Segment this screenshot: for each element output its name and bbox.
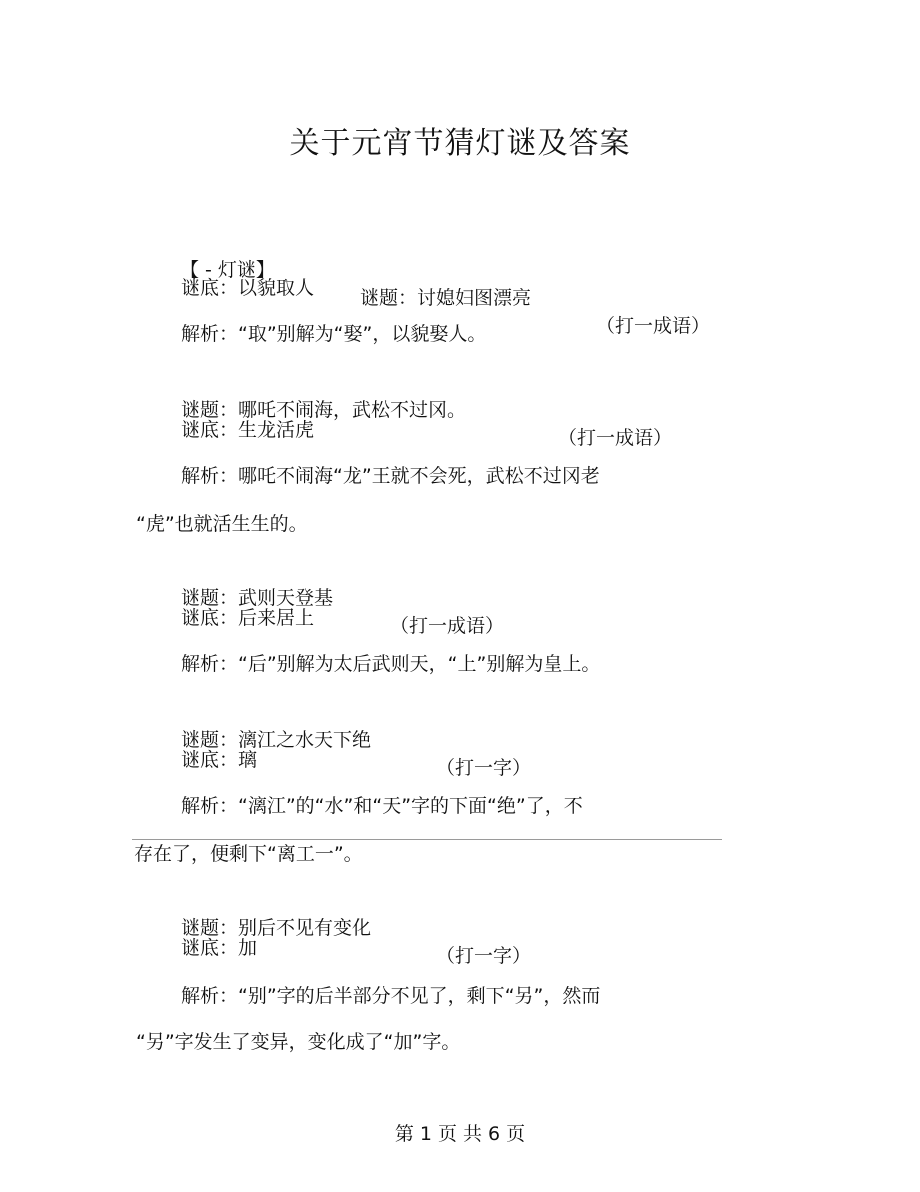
- riddle-explanation-continued: “另”字发生了变异，变化成了“加”字。: [136, 1031, 461, 1053]
- riddle-explanation: 解析：“别”字的后半部分不见了，剩下“另”，然而: [181, 985, 601, 1007]
- riddle-answer: 谜底：璃: [181, 749, 258, 771]
- riddle-explanation-continued: 存在了，便剩下“离工一”。: [134, 843, 363, 865]
- riddle-answer: 谜底：以貌取人: [181, 277, 315, 299]
- riddle-answer: 谜底：后来居上: [181, 607, 315, 629]
- riddle-explanation: 解析：哪吒不闹海“龙”王就不会死，武松不过冈老: [181, 465, 600, 487]
- riddle-hint: （打一成语）: [596, 315, 711, 337]
- riddle-question: 谜题：哪吒不闹海，武松不过冈。: [181, 399, 467, 421]
- riddle-question: 谜题：讨媳妇图漂亮: [360, 287, 532, 309]
- riddle-explanation: 解析：“取”别解为“娶”，以貌娶人。: [181, 323, 487, 345]
- riddle-hint: （打一成语）: [558, 427, 673, 449]
- riddle-hint: （打一字）: [436, 757, 532, 779]
- riddle-hint: （打一字）: [436, 945, 532, 967]
- page-footer: 第 1 页 共 6 页: [394, 1123, 526, 1145]
- section-label: 【 - 灯谜】: [180, 259, 275, 281]
- riddle-explanation: 解析：“漓江”的“水”和“天”字的下面“绝”了，不: [181, 795, 583, 817]
- riddle-question: 谜题：漓江之水天下绝: [181, 729, 372, 751]
- riddle-question: 谜题：别后不见有变化: [181, 917, 372, 939]
- riddle-explanation-continued: “虎”也就活生生的。: [136, 513, 308, 535]
- riddle-hint: （打一成语）: [390, 615, 505, 637]
- riddle-answer: 谜底：加: [181, 937, 258, 959]
- document-title: 关于元宵节猜灯谜及答案: [289, 126, 631, 161]
- riddle-explanation: 解析：“后”别解为太后武则天，“上”别解为皇上。: [181, 653, 601, 675]
- riddle-answer: 谜底：生龙活虎: [181, 419, 315, 441]
- riddle-question: 谜题：武则天登基: [181, 587, 334, 609]
